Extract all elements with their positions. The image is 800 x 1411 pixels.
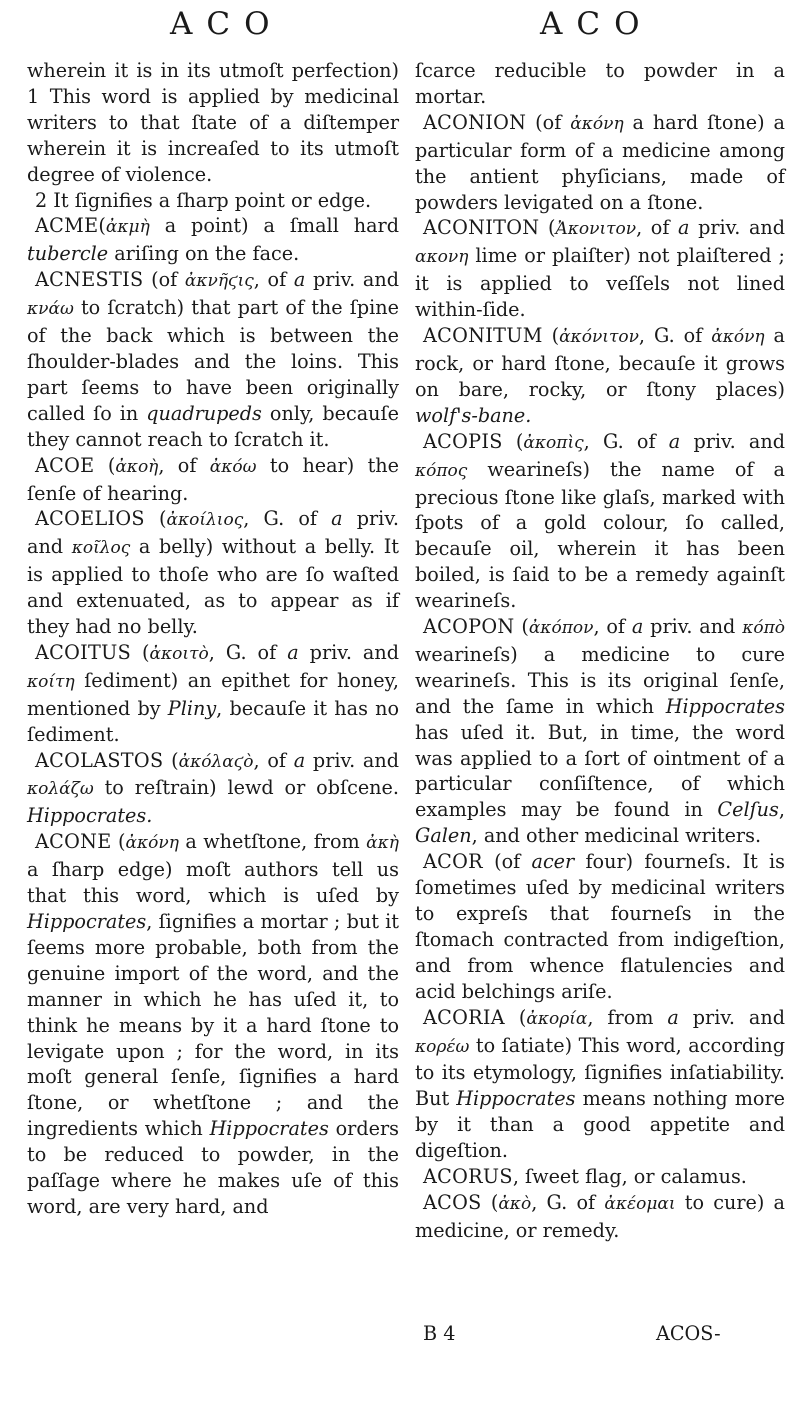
signature-mark: B 4 <box>423 1322 456 1345</box>
headword: ACOPIS <box>423 429 503 453</box>
entry-acopon: ACOPON (ἀκόπον, of a priv. and κόπὸ wearineſs) a medicine to cure wearineſs. This is its original ſenſe, and the ſame in which Hippocrates has uſed it. But, in time, the word was applied to a ſort of ointment of a particular conſiſtence, of which examples may be found in Celſus, Galen, and other medicinal writers. <box>415 615 785 848</box>
headword: ACOITUS <box>35 640 132 664</box>
greek-term: ἀκόνη <box>711 327 765 348</box>
greek-term: κοίτη <box>27 671 75 692</box>
headword: ACONITUM <box>423 324 543 348</box>
headword: ACOS <box>423 1190 482 1214</box>
greek-term: ἀκοπὶς <box>523 432 584 453</box>
headword: ACOPON <box>423 615 515 639</box>
headword: ACOE <box>35 453 95 477</box>
running-head-left: ACO <box>170 6 284 42</box>
greek-term: Ἀκονιτον <box>555 219 637 240</box>
greek-term: κόπὸ <box>742 618 785 639</box>
headword: ACORIA <box>423 1005 505 1029</box>
entry-acoe: ACOE (ἀκοὴ, of ἀκόω to hear) the ſenſe of hearing. <box>27 453 400 505</box>
entry-acone: ACONE (ἀκόνη a whetſtone, from ἀκὴ a ſharp edge) moſt authors tell us that this word, which is uſed by Hippocrates, ſignifies a mortar ; but it ſeems more probable, both from the genuine import of the word, and the manner in which he has uſed it, to think he means by it a hard ſtone to levigate upon ; for the word, in its moſt general ſenſe, ſignifies a hard ſtone, or whetſtone ; and the ingredients which Hippocrates orders to be reduced to powder, in the paſſage where he makes uſe of this word, are very hard, and <box>27 830 400 1218</box>
greek-term: ἀκὴ <box>366 833 399 854</box>
page-footer <box>415 1322 785 1352</box>
greek-term: κνάω <box>27 299 74 320</box>
greek-term: ἀκοίλιος <box>166 510 244 531</box>
greek-term: κολάζω <box>27 779 94 800</box>
greek-term: κόπος <box>415 460 468 481</box>
greek-term: ἀκοιτὸ <box>149 643 209 664</box>
right-column <box>415 58 785 1244</box>
entry-continuation: wherein it is in its utmoſt perfection) 1 This word is applied by medicinal writers to that ſtate of a diſtemper wherein it is increaſed to its utmoſt degree of violence. <box>27 59 399 186</box>
headword: ACONION <box>423 110 527 134</box>
headword: ACONE <box>35 830 112 854</box>
greek-term: ἀκνῆϛις <box>184 271 254 292</box>
greek-term: ἀκόνη <box>125 833 179 854</box>
entry-acorus: ACORUS, ſweet flag, or calamus. <box>423 1165 747 1189</box>
running-head-right: ACO <box>540 6 654 42</box>
headword: ACME <box>35 214 99 238</box>
entry-continuation: ſcarce reducible to powder in a mortar. <box>415 59 785 108</box>
entry-acolastos: ACOLASTOS (ἀκόλαϛὸ, of a priv. and κολάζω to reſtrain) lewd or obſcene. Hippocrates. <box>27 748 399 828</box>
headword: ACONITON <box>423 216 540 240</box>
entry-sense: 2 It ſignifies a ſharp point or edge. <box>35 188 372 212</box>
headword: ACOR <box>423 850 483 874</box>
entry-acoitus: ACOITUS (ἀκοιτὸ, G. of a priv. and κοίτη ſediment) an epithet for honey, mentioned by Pliny, becauſe it has no ſediment. <box>27 640 399 746</box>
greek-term: ακονη <box>415 247 469 268</box>
headword: ACOELIOS <box>35 507 145 531</box>
headword: ACORUS <box>423 1165 513 1189</box>
greek-term: ἀκόνη <box>570 113 624 134</box>
entry-acos: ACOS (ἀκὸ, G. of ἀκέομαι to cure) a medicine, or remedy. <box>415 1190 785 1242</box>
greek-term: ἀκόλαϛὸ <box>178 751 254 772</box>
greek-term: ἀκορία <box>526 1008 588 1029</box>
headword: ACNESTIS <box>35 268 144 292</box>
headword: ACOLASTOS <box>35 748 164 772</box>
greek-term: ἀκόω <box>209 456 257 477</box>
entry-acoria: ACORIA (ἀκορία, from a priv. and κορέω to ſatiate) This word, according to its etymology, ſignifies inſatiability. But Hippocrates means nothing more by it than a good appetite and digeſtion. <box>415 1005 785 1163</box>
greek-term: ἀκόνιτον <box>559 327 639 348</box>
entry-acnestis: ACNESTIS (of ἀκνῆϛις, of a priv. and κνάω to ſcratch) that part of the ſpine of the back which is between the ſhoulder-blades and the loins. This part ſeems to have been originally called ſo in quadrupeds only, becauſe they cannot reach to ſcratch it. <box>27 268 400 451</box>
greek-term: κοῖλος <box>71 538 131 559</box>
greek-term: ἀκέομαι <box>604 1193 676 1214</box>
greek-term: ἀκοὴ <box>115 456 159 477</box>
entry-acme: ACME(ἀκμὴ a point) a ſmall hard tubercle ariſing on the face. <box>27 214 399 266</box>
greek-term: ἀκὸ <box>498 1193 532 1214</box>
greek-term: ἀκμὴ <box>105 217 150 238</box>
catchword: ACOS- <box>656 1322 721 1345</box>
left-column <box>27 58 399 1220</box>
entry-acopis: ACOPIS (ἀκοπὶς, G. of a priv. and κόπος wearineſs) the name of a precious ſtone like glaſs, marked with ſpots of a gold colour, ſo called, becauſe oil, wherein it has been boiled, is ſaid to be a remedy againſt wearineſs. <box>415 429 785 613</box>
entry-acoelios: ACOELIOS (ἀκοίλιος, G. of a priv. and κοῖλος a belly) without a belly. It is applied to thoſe who are ſo waſted and extenuated, as to appear as if they had no belly. <box>27 507 399 639</box>
entry-aconitum: ACONITUM (ἀκόνιτον, G. of ἀκόνη a rock, or hard ſtone, becauſe it grows on bare, rocky, or ſtony places) wolf's-bane. <box>415 324 785 427</box>
greek-term: ἀκόπον <box>528 618 594 639</box>
greek-term: κορέω <box>415 1036 470 1057</box>
entry-aconiton: ACONITON (Ἀκονιτον, of a priv. and ακονη lime or plaiſter) not plaiſtered ; it is applied to veſſels not lined within-ſide. <box>415 216 786 322</box>
entry-acor: ACOR (of acer four) fourneſs. It is ſometimes uſed by medicinal writers to expreſs that fourneſs in the ſtomach contracted from indigeſtion, and from whence flatulencies and acid belchings ariſe. <box>415 850 785 1003</box>
entry-aconion: ACONION (of ἀκόνη a hard ſtone) a particular form of a medicine among the antient phyſicians, made of powders levigated on a ſtone. <box>415 110 786 214</box>
